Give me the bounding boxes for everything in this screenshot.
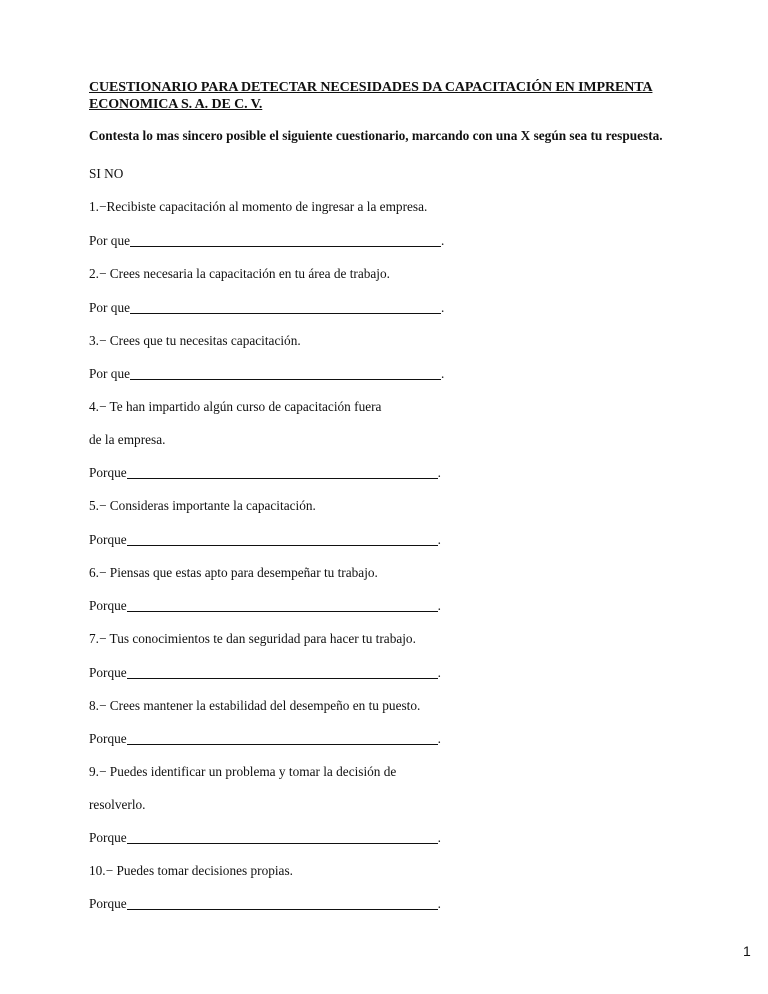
question-4-answer-label: Porque (89, 465, 127, 480)
question-7-answer-label: Porque (89, 665, 127, 680)
question-10-terminator: . (437, 896, 441, 911)
question-5-answer (89, 531, 441, 548)
question-3-answer-blank[interactable] (130, 378, 441, 380)
question-6-answer (89, 597, 441, 614)
question-7-answer-blank[interactable] (127, 677, 438, 679)
question-6-terminator: . (437, 598, 441, 613)
question-9-text-continued: resolverlo. (89, 797, 146, 812)
question-5-text: 5.− Consideras importante la capacitación. (89, 498, 316, 513)
options-header: SI NO (89, 166, 124, 181)
question-10-answer-label: Porque (89, 896, 127, 911)
question-4-text-continued: de la empresa. (89, 432, 166, 447)
question-9-answer-blank[interactable] (127, 842, 438, 844)
question-10-answer (89, 895, 441, 912)
question-2-text: 2.− Crees necesaria la capacitación en tu área de trabajo. (89, 266, 390, 281)
question-2-answer-label: Por que (89, 300, 130, 315)
question-9-text: 9.− Puedes identificar un problema y tomar la decisión de (89, 764, 397, 779)
question-9-terminator: . (437, 830, 441, 845)
question-9-answer-label: Porque (89, 830, 127, 845)
question-5-answer-blank[interactable] (127, 544, 438, 546)
question-8-answer-label: Porque (89, 731, 127, 746)
question-5-terminator: . (437, 532, 441, 547)
question-7-text: 7.− Tus conocimientos te dan seguridad para hacer tu trabajo. (89, 631, 416, 646)
question-1-answer-label: Por que (89, 233, 130, 248)
question-1-terminator: . (441, 233, 445, 248)
question-3-text: 3.− Crees que tu necesitas capacitación. (89, 333, 301, 348)
question-8-text: 8.− Crees mantener la estabilidad del desempeño en tu puesto. (89, 698, 421, 713)
question-8-terminator: . (437, 731, 441, 746)
question-4-text: 4.− Te han impartido algún curso de capacitación fuera (89, 399, 382, 414)
question-7-answer (89, 664, 441, 681)
question-3-answer-label: Por que (89, 366, 130, 381)
question-6-answer-blank[interactable] (127, 610, 438, 612)
question-3-answer (89, 365, 444, 382)
question-2-answer (89, 299, 444, 316)
question-4-answer (89, 464, 441, 481)
question-1-answer-blank[interactable] (130, 245, 441, 247)
question-6-answer-label: Porque (89, 598, 127, 613)
question-4-answer-blank[interactable] (127, 477, 438, 479)
question-10-answer-blank[interactable] (127, 908, 438, 910)
question-4-terminator: . (437, 465, 441, 480)
question-8-answer (89, 730, 441, 747)
question-1-answer (89, 232, 444, 249)
question-2-answer-blank[interactable] (130, 312, 441, 314)
question-5-answer-label: Porque (89, 532, 127, 547)
question-7-terminator: . (437, 665, 441, 680)
question-1-text: 1.−Recibiste capacitación al momento de ingresar a la empresa. (89, 199, 428, 214)
question-2-terminator: . (441, 300, 445, 315)
instructions-text: Contesta lo mas sincero posible el siguiente cuestionario, marcando con una X según sea tu respuesta. (89, 128, 663, 143)
document-title: CUESTIONARIO PARA DETECTAR NECESIDADES DA CAPACITACIÓN EN IMPRENTA ECONOMICA S. A. DE C. V. (89, 80, 653, 112)
question-8-answer-blank[interactable] (127, 743, 438, 745)
question-9-answer (89, 829, 441, 846)
page-number: 1 (743, 943, 751, 959)
question-3-terminator: . (441, 366, 445, 381)
question-10-text: 10.− Puedes tomar decisiones propias. (89, 863, 293, 878)
question-6-text: 6.− Piensas que estas apto para desempeñar tu trabajo. (89, 565, 378, 580)
